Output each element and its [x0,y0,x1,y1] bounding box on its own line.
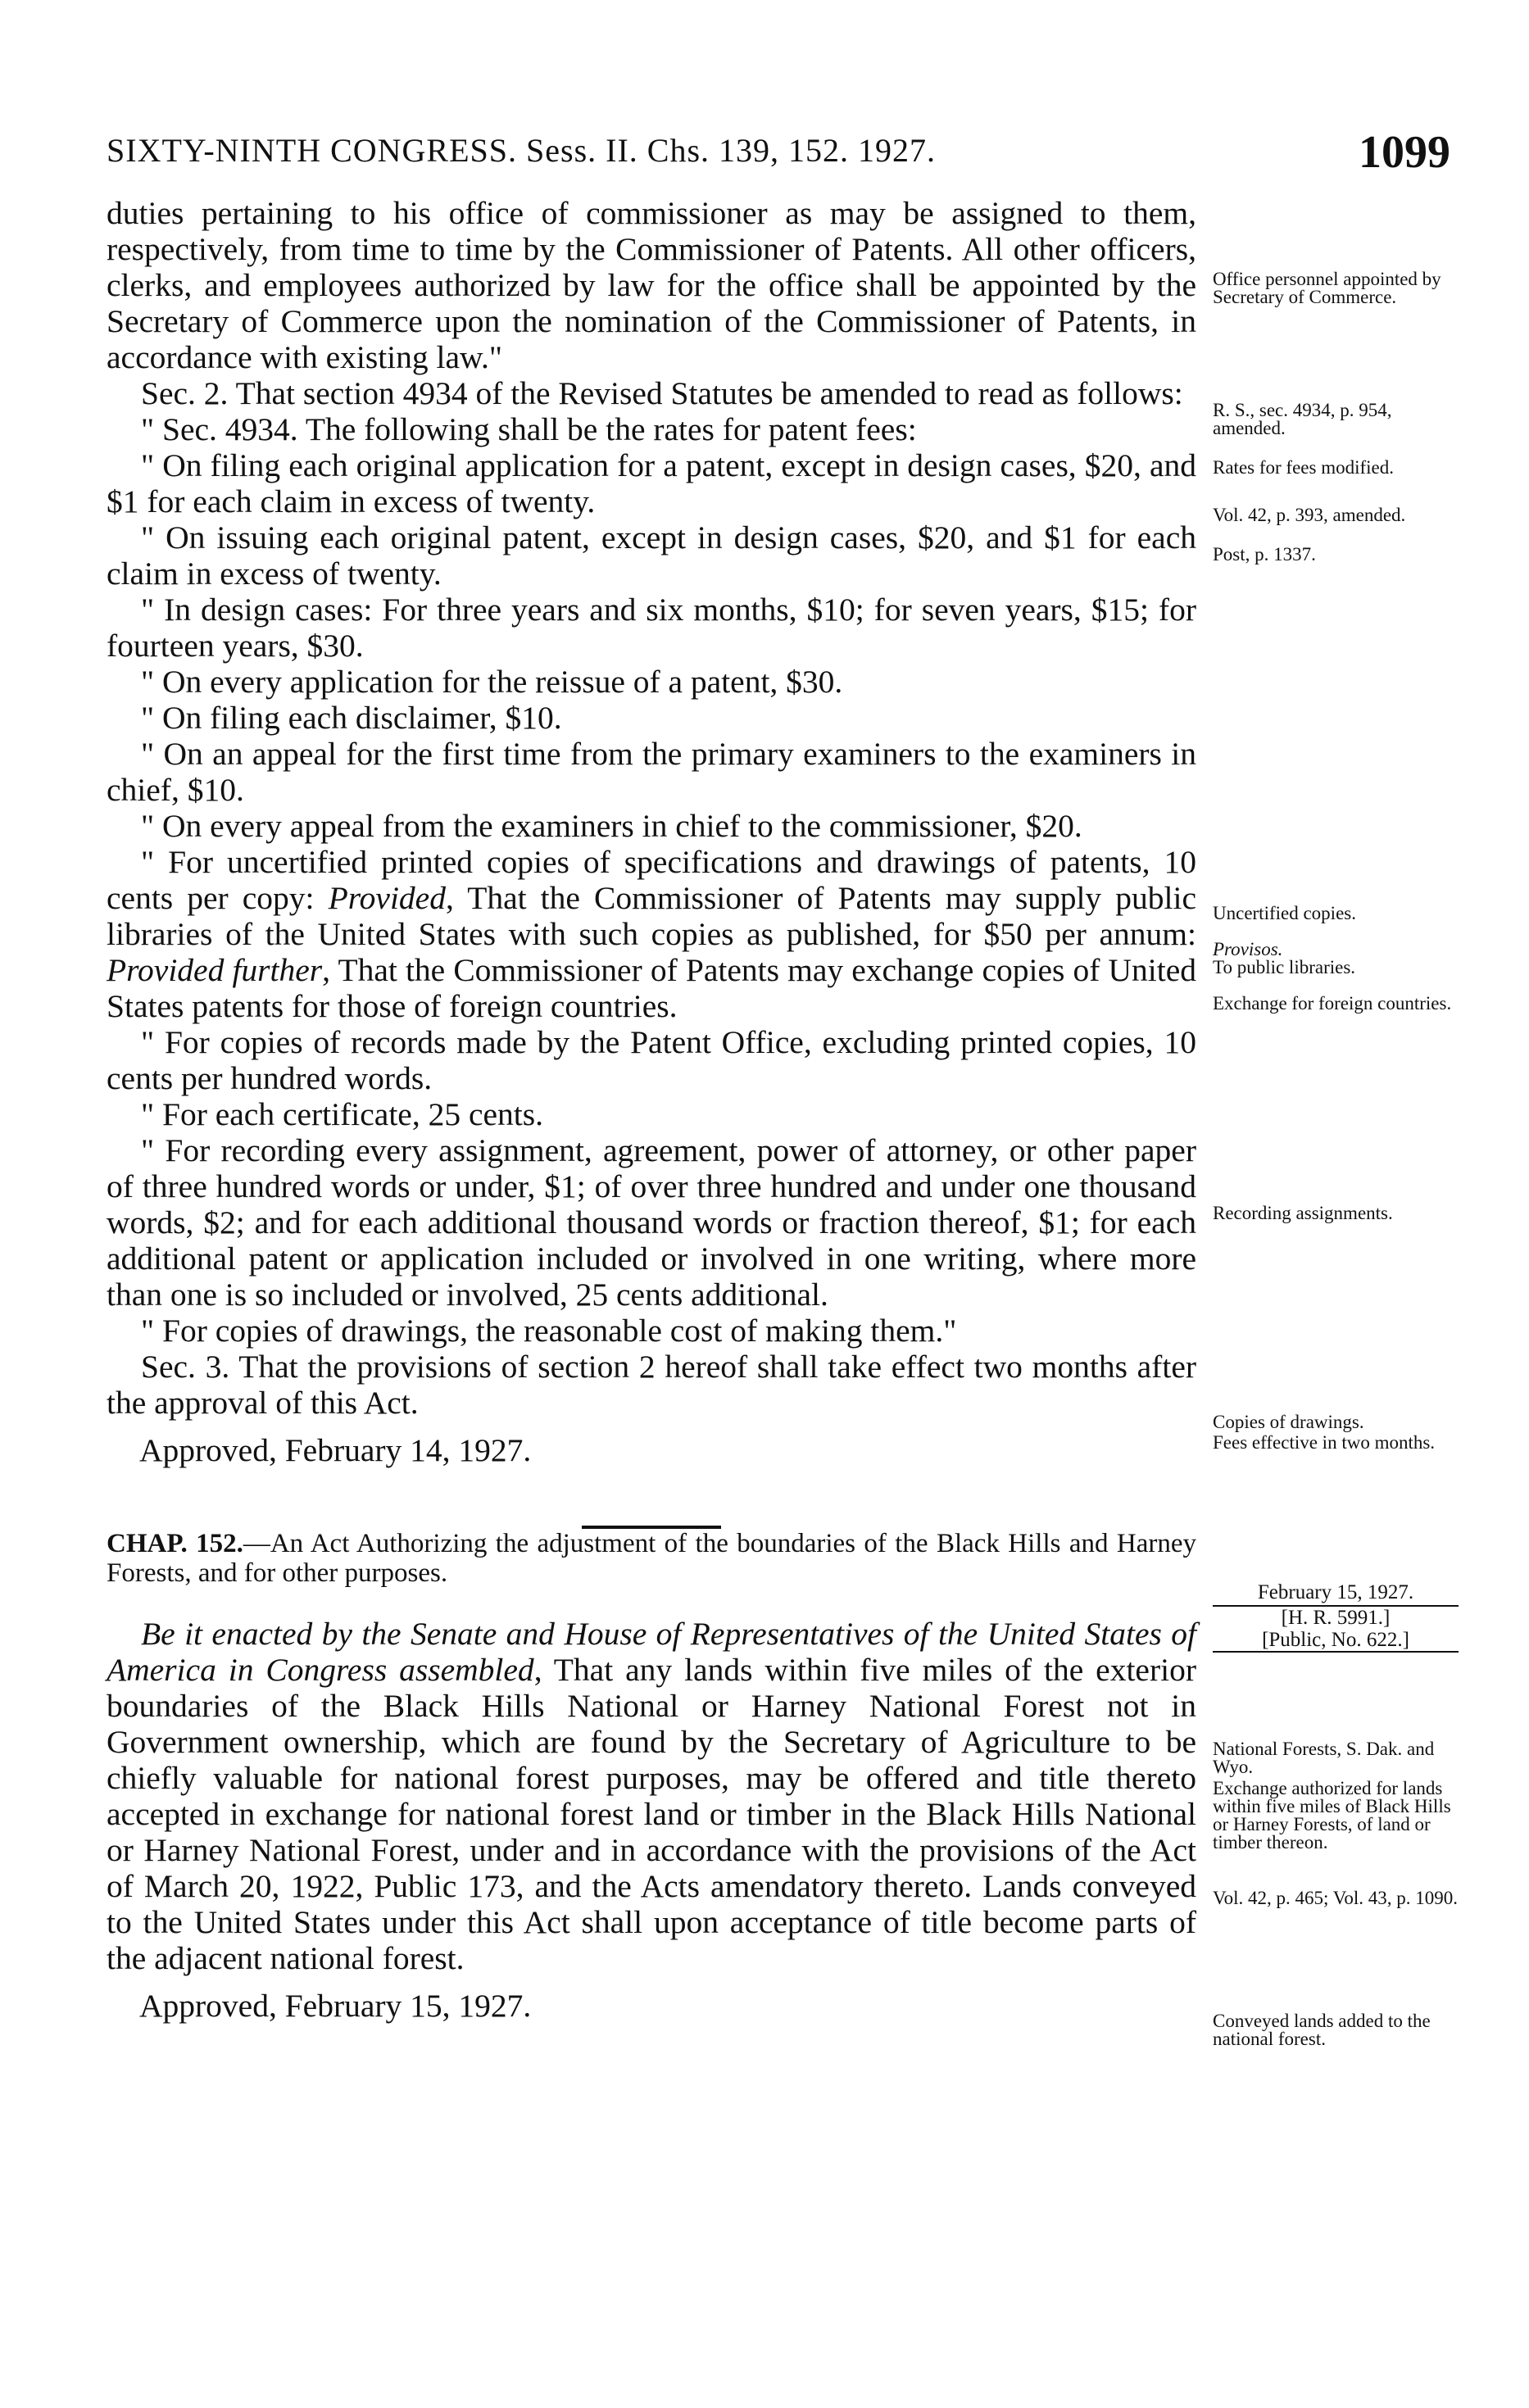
main-text [107,195,1196,2024]
margin-note: Office personnel appointed by Secretary of Commerce. [1213,269,1441,307]
chapter-heading [107,1529,1196,1588]
public-law-number: [Public, No. 622.] [1262,1629,1409,1651]
bill-reference-box [1213,1605,1459,1653]
chapter-number: CHAP. 152. [107,1529,243,1558]
margin-note: Exchange for foreign countries. [1213,993,1452,1014]
paragraph: " On filing each original application for a patent, except in design cases, $20, and $1 for each claim in excess of twenty. [107,447,1196,519]
paragraph: " On issuing each original patent, except in design cases, $20, and $1 for each claim in excess of twenty. [107,519,1196,592]
paragraph: " On filing each disclaimer, $10. [141,700,562,736]
page-number: 1099 [1359,127,1450,178]
margin-note: Copies of drawings. [1213,1412,1364,1432]
margin-note: Recording assignments. [1213,1203,1393,1223]
margin-note: Post, p. 1337. [1213,544,1316,565]
approval-line: Approved, February 14, 1927. [139,1432,532,1468]
act-date: February 15, 1927. [1257,1581,1414,1603]
approval-line: Approved, February 15, 1927. [139,1988,532,2024]
proviso: Provided [328,880,446,916]
margin-note: Rates for fees modified. [1213,457,1394,478]
margin-note: National Forests, S. Dak. and Wyo. [1213,1739,1435,1777]
text-run: , That any lands within five miles of the exterior boundaries of the Black Hills National or Harney National Forest not in Government ownership, which are found by the Secretary of Agriculture to be chiefly valuable for national forest purposes, may be offered and title thereto accepted in exchange for national forest land or timber in the Black Hills National or Harney National Forest, under and in accordance with the provisions of the Act of March 20, 1922, Public 173, and the Acts amendatory thereto. Lands conveyed to the United States under this Act shall upon acceptance of title become parts of the adjacent national forest. [107,1652,1196,1976]
margin-note: R. S., sec. 4934, p. 954, amended. [1213,400,1392,438]
paragraph: " In design cases: For three years and six months, $10; for seven years, $15; for fourteen years, $30. [107,592,1196,664]
enacting-paragraph [107,1616,1196,1976]
margin-note: Vol. 42, p. 393, amended. [1213,505,1406,525]
margin-note: Exchange authorized for lands within five miles of Black Hills or Harney Forests, of land or timber thereon. [1213,1778,1451,1852]
paragraph: " For recording every assignment, agreement, power of attorney, or other paper of three hundred words or under, $1; of over three hundred and under one thousand words, $2; and for each additional thousand words or fraction thereof, $1; for each additional patent or application included or involved in one writing, where more than one is so included or involved, 25 cents additional. [107,1132,1196,1313]
paragraph: " For copies of records made by the Patent Office, excluding printed copies, 10 cents per hundred words. [107,1024,1196,1096]
paragraph: " For each certificate, 25 cents. [141,1096,543,1132]
margin-note: Conveyed lands added to the national forest. [1213,2011,1431,2049]
margin-note: Uncertified copies. [1213,903,1356,923]
paragraph: " On every appeal from the examiners in chief to the commissioner, $20. [141,808,1082,844]
enacting-clause: Be it enacted by the Senate and House of Representatives of the United States of America in Congress assembled [107,1616,1196,1688]
paragraph: " Sec. 4934. The following shall be the rates for patent fees: [141,411,917,447]
paragraph [107,844,1196,1024]
text-run: , That the Commissioner of Patents may exchange copies of United States patents for those of foreign countries. [107,952,1197,1024]
act-date-block [1213,1581,1459,1653]
running-head: SIXTY-NINTH CONGRESS. Sess. II. Chs. 139, 152. 1927. [107,132,937,169]
chapter-title: —An Act Authorizing the adjustment of the boundaries of the Black Hills and Harney Forests, and for other purposes. [107,1529,1196,1588]
margin-note: To public libraries. [1213,957,1356,977]
running-header [107,127,1450,180]
margin-note: Provisos. [1213,939,1283,959]
bill-number: [H. R. 5991.] [1281,1607,1391,1629]
margin-note: Vol. 42, p. 465; Vol. 43, p. 1090. [1213,1888,1459,1908]
paragraph: " For copies of drawings, the reasonable cost of making them." [141,1313,957,1349]
margin-note: Fees effective in two months. [1213,1432,1436,1453]
paragraph: " On every application for the reissue of a patent, $30. [141,664,843,700]
proviso: Provided further [107,952,323,988]
text-run: , That the Commissioner of Patents may supply public libraries of the United States with such copies as published, for $50 per annum: [107,880,1196,952]
paragraph: Sec. 3. That the provisions of section 2 hereof shall take effect two months after the approval of this Act. [107,1349,1196,1421]
paragraph: " On an appeal for the first time from the primary examiners to the examiners in chief, $10. [107,736,1196,808]
paragraph: Sec. 2. That section 4934 of the Revised Statutes be amended to read as follows: [141,375,1183,411]
text-run: " For uncertified printed copies of specifications and drawings of patents, 10 cents per copy: [107,844,1196,916]
paragraph: duties pertaining to his office of commissioner as may be assigned to them, respectively, from time to time by the Commissioner of Patents. All other officers, clerks, and employees authorized by law for the office shall be appointed by the Secretary of Commerce upon the nomination of the Commissioner of Patents, in accordance with existing law." [107,195,1196,375]
